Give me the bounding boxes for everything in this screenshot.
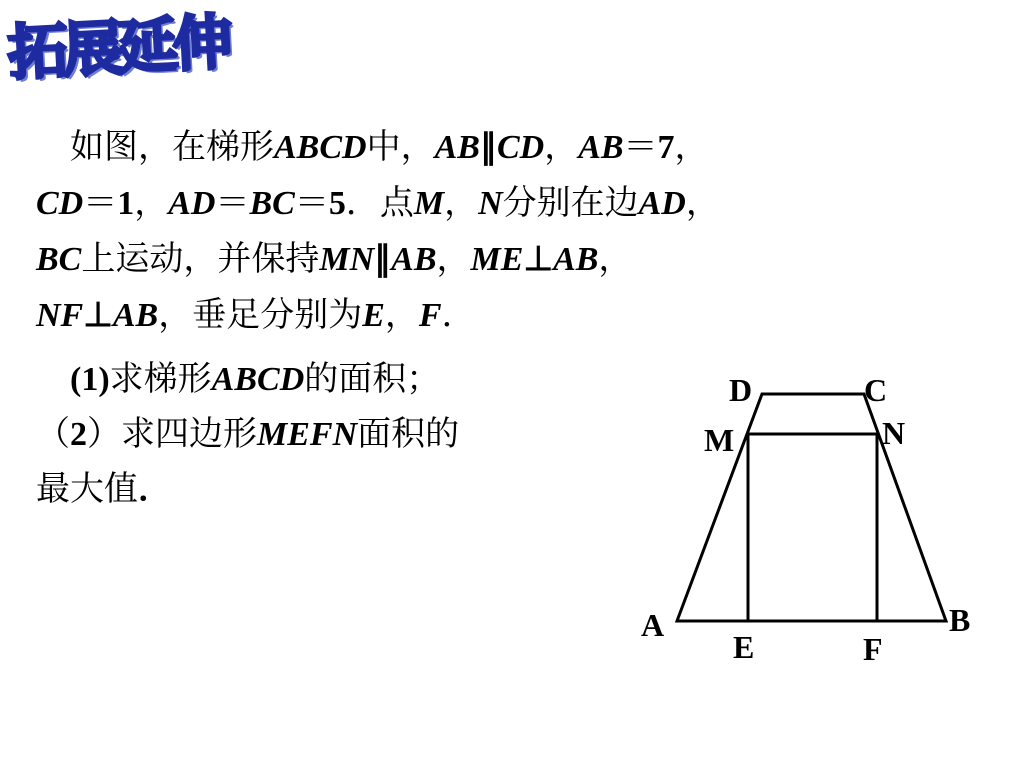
label-b: B <box>949 602 971 638</box>
label-m: M <box>704 422 735 458</box>
label-a: A <box>641 607 665 643</box>
label-f: F <box>863 631 883 667</box>
problem-line-1: 如图，在梯形ABCD中，AB∥CD，AB＝7， <box>70 127 709 167</box>
label-n: N <box>882 415 906 451</box>
problem-line-3: BC上运动，并保持MN∥AB，ME⊥AB， <box>36 239 633 279</box>
label-e: E <box>733 629 755 665</box>
problem-line-4: NF⊥AB，垂足分别为E，F． <box>36 295 476 335</box>
label-c: C <box>864 372 888 408</box>
question-2: （2）求四边形MEFN面积的 <box>36 414 460 454</box>
question-1: (1)求梯形ABCD的面积； <box>70 359 441 399</box>
question-2-continued: 最大值． <box>36 469 172 509</box>
slide-title: 拓展延伸 <box>6 7 230 89</box>
label-d: D <box>729 372 753 408</box>
problem-line-2: CD＝1，AD＝BC＝5．点M，N分别在边AD， <box>36 183 720 223</box>
